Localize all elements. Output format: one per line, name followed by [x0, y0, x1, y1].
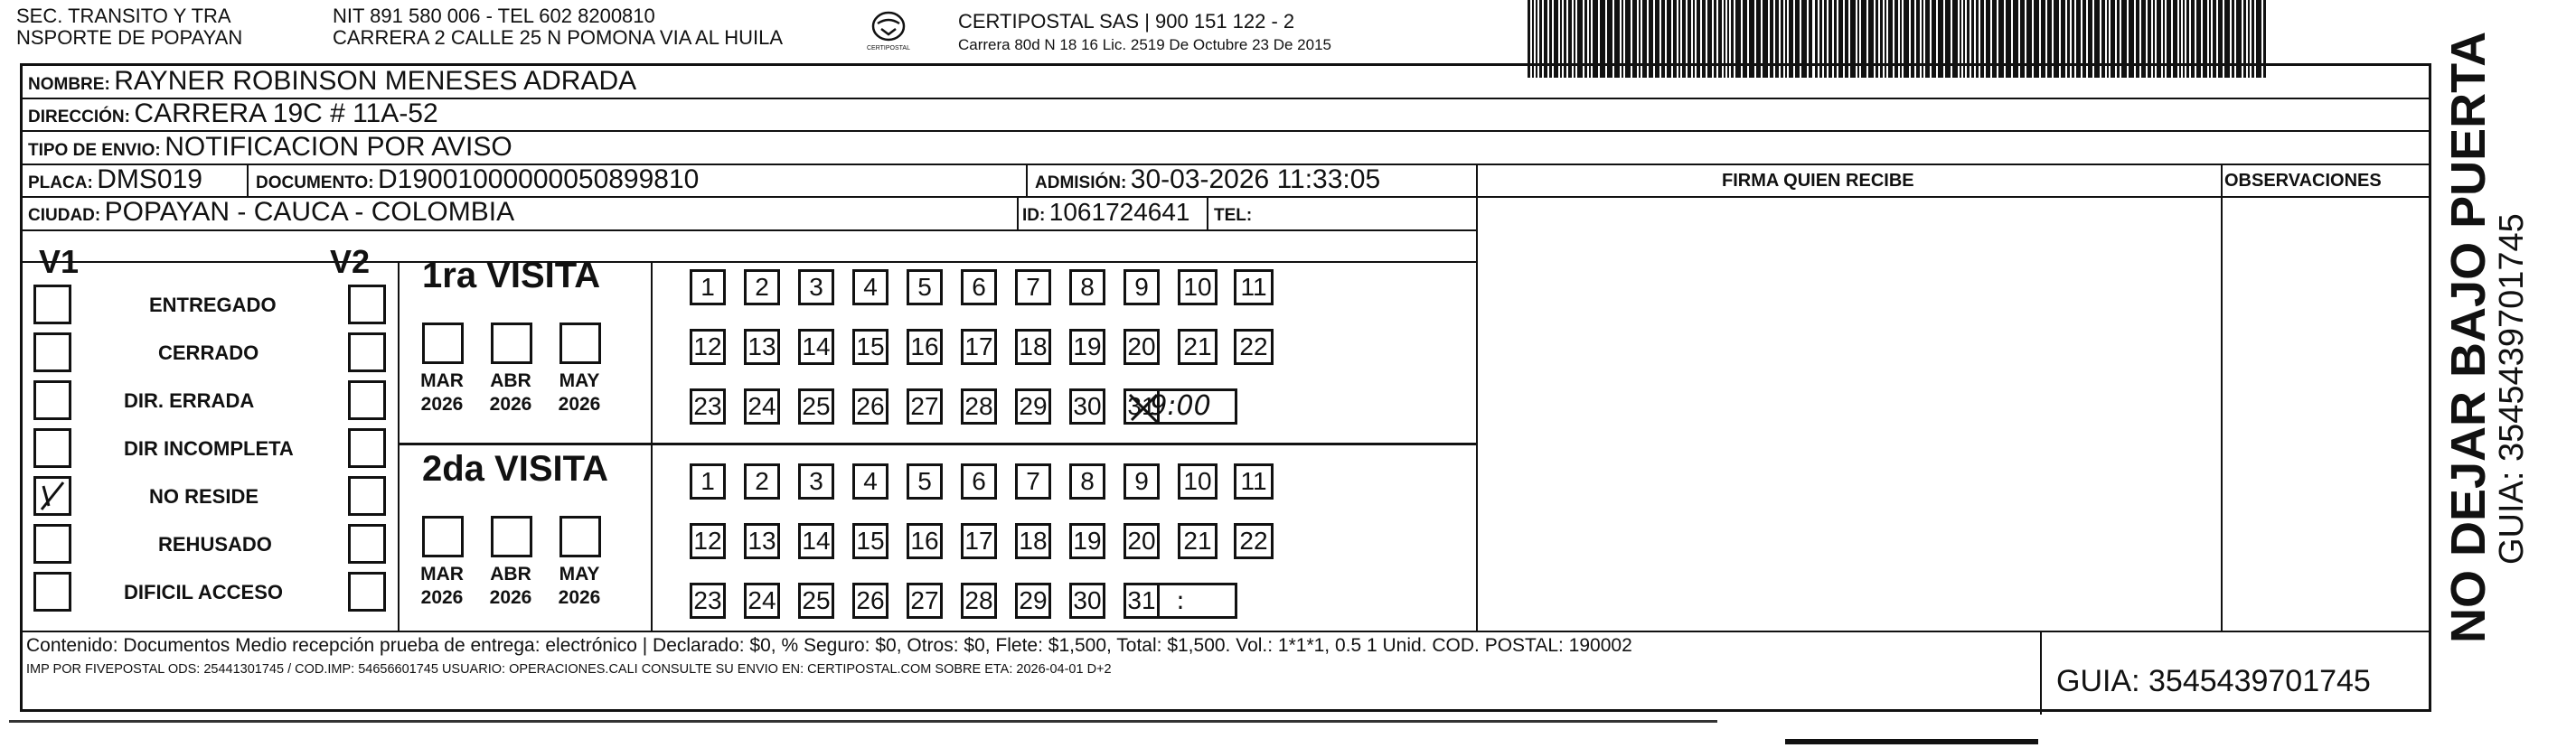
v1-checkbox-entregado[interactable]	[33, 285, 71, 324]
year-label: 2026	[489, 587, 532, 608]
day-box-1[interactable]: 1	[690, 269, 726, 305]
day-box-22[interactable]: 22	[1234, 329, 1274, 365]
day-box-20[interactable]: 20	[1123, 523, 1160, 559]
sender-nit: NIT 891 580 006 - TEL 602 8200810	[333, 5, 655, 27]
day-box-6[interactable]: 6	[961, 463, 997, 500]
month-label: MAR	[420, 370, 464, 391]
condition-label: NO RESIDE	[149, 485, 259, 508]
sender-name-line1: SEC. TRANSITO Y TRA	[16, 5, 231, 27]
day-box-4[interactable]: 4	[852, 269, 888, 305]
id-label: ID:	[1022, 206, 1046, 225]
admision-value: 30-03-2026 11:33:05	[1130, 164, 1381, 194]
time-box[interactable]: 9:00	[1123, 388, 1237, 425]
day-box-13[interactable]: 13	[744, 523, 780, 559]
day-box-16[interactable]: 16	[907, 523, 943, 559]
certipostal-logo	[866, 9, 911, 52]
condition-label: ENTREGADO	[149, 294, 277, 316]
v1-checkbox-no-reside[interactable]	[33, 476, 71, 516]
day-box-3[interactable]: 3	[798, 269, 834, 305]
year-label: 2026	[558, 394, 601, 415]
day-box-17[interactable]: 17	[961, 329, 997, 365]
recipient-name-row	[28, 66, 636, 101]
visit1-title: 1ra VISITA	[422, 256, 601, 295]
day-box-8[interactable]: 8	[1069, 463, 1105, 500]
admision-cell	[1035, 164, 1380, 200]
day-box-27[interactable]: 27	[907, 388, 943, 425]
tel-label: TEL:	[1214, 206, 1253, 225]
day-box-26[interactable]: 26	[852, 583, 888, 619]
day-box-24[interactable]: 24	[744, 583, 780, 619]
recipient-name: RAYNER ROBINSON MENESES ADRADA	[114, 66, 637, 96]
day-box-10[interactable]: 10	[1178, 463, 1217, 500]
month-checkbox[interactable]	[491, 323, 532, 364]
id-value: 1061724641	[1048, 198, 1190, 226]
day-box-7[interactable]: 7	[1015, 269, 1051, 305]
day-box-11[interactable]: 11	[1234, 269, 1274, 305]
recipient-address: CARRERA 19C # 11A-52	[134, 98, 438, 128]
day-box-28[interactable]: 28	[961, 583, 997, 619]
day-box-29[interactable]: 29	[1015, 388, 1051, 425]
month-label: MAY	[559, 370, 600, 391]
day-box-21[interactable]: 21	[1178, 329, 1217, 365]
year-label: 2026	[420, 587, 464, 608]
month-checkbox[interactable]	[559, 323, 601, 364]
day-box-6[interactable]: 6	[961, 269, 997, 305]
day-box-30[interactable]: 30	[1069, 388, 1105, 425]
no-dejar-bajo-puerta: NO DEJAR BAJO PUERTA	[2441, 31, 2496, 643]
ciudad-value: POPAYAN - CAUCA - COLOMBIA	[104, 197, 515, 227]
side-guia: GUIA: 3545439701745	[2493, 213, 2531, 565]
month-checkbox[interactable]	[559, 516, 601, 557]
year-label: 2026	[420, 394, 464, 415]
placa-value: DMS019	[97, 164, 202, 194]
day-box-12[interactable]: 12	[690, 523, 726, 559]
nombre-label: NOMBRE:	[28, 75, 110, 94]
recipient-address-row	[28, 98, 438, 134]
shipment-type-row	[28, 132, 512, 167]
placa-label: PLACA:	[28, 173, 93, 192]
month-label: MAY	[559, 564, 600, 584]
day-box-7[interactable]: 7	[1015, 463, 1051, 500]
day-box-12[interactable]: 12	[690, 329, 726, 365]
logo-text: CERTIPOSTAL	[867, 45, 910, 51]
v1-checkbox-dir-incompleta[interactable]	[33, 428, 71, 468]
day-box-15[interactable]: 15	[852, 329, 888, 365]
bottom-rule	[9, 720, 1717, 723]
v1-checkbox-cerrado[interactable]	[33, 332, 71, 372]
day-box-18[interactable]: 18	[1015, 523, 1051, 559]
courier-address: Carrera 80d N 18 16 Lic. 2519 De Octubre 23 De 2015	[958, 36, 1331, 53]
day-box-14[interactable]: 14	[798, 329, 834, 365]
day-box-28[interactable]: 28	[961, 388, 997, 425]
day-box-29[interactable]: 29	[1015, 583, 1051, 619]
shipment-type: NOTIFICACION POR AVISO	[165, 132, 512, 162]
day-box-11[interactable]: 11	[1234, 463, 1274, 500]
month-checkbox[interactable]	[491, 516, 532, 557]
courier-name: CERTIPOSTAL SAS | 900 151 122 - 2	[958, 10, 1295, 33]
time-box[interactable]: :	[1123, 583, 1237, 619]
v2-checkbox-dificil-acceso[interactable]	[348, 572, 386, 612]
admision-label: ADMISIÓN:	[1035, 173, 1127, 192]
condition-label: CERRADO	[158, 341, 259, 364]
day-box-14[interactable]: 14	[798, 523, 834, 559]
day-box-25[interactable]: 25	[798, 583, 834, 619]
day-box-25[interactable]: 25	[798, 388, 834, 425]
v2-checkbox-dir-incompleta[interactable]	[348, 428, 386, 468]
month-label: ABR	[490, 370, 531, 391]
ciudad-cell	[28, 197, 514, 232]
day-box-31[interactable]: 31	[1123, 583, 1160, 619]
day-box-5[interactable]: 5	[907, 463, 943, 500]
day-box-26[interactable]: 26	[852, 388, 888, 425]
v2-label: V2	[330, 243, 371, 280]
month-label: ABR	[490, 564, 531, 584]
day-box-15[interactable]: 15	[852, 523, 888, 559]
direccion-label: DIRECCIÓN:	[28, 108, 130, 126]
day-box-31[interactable]: 31	[1123, 388, 1160, 425]
v1-checkbox-rehusado[interactable]	[33, 524, 71, 564]
month-checkbox[interactable]	[422, 323, 464, 364]
imp-text: IMP POR FIVEPOSTAL ODS: 25441301745 / COD.IMP: 54656601745 USUARIO: OPERACIONES.CALI CONSULTE SU ENVIO EN: CERTIPOSTAL.COM SOBRE ETA: 2026-04-01 D+2	[26, 662, 1112, 677]
ciudad-label: CIUDAD:	[28, 206, 101, 225]
shipping-form	[20, 63, 2431, 712]
day-box-21[interactable]: 21	[1178, 523, 1217, 559]
year-label: 2026	[558, 587, 601, 608]
day-box-23[interactable]: 23	[690, 583, 726, 619]
day-box-24[interactable]: 24	[744, 388, 780, 425]
day-box-8[interactable]: 8	[1069, 269, 1105, 305]
day-box-5[interactable]: 5	[907, 269, 943, 305]
documento-label: DOCUMENTO:	[256, 173, 374, 192]
placa-cell	[28, 164, 202, 200]
v2-checkbox-entregado[interactable]	[348, 285, 386, 324]
v2-checkbox-cerrado[interactable]	[348, 332, 386, 372]
condition-label: DIR INCOMPLETA	[124, 437, 294, 460]
guia-footer: GUIA: 3545439701745	[2056, 664, 2371, 698]
day-box-2[interactable]: 2	[744, 269, 780, 305]
day-box-27[interactable]: 27	[907, 583, 943, 619]
day-box-2[interactable]: 2	[744, 463, 780, 500]
documento-value: D19001000000050899810	[378, 164, 700, 194]
day-box-4[interactable]: 4	[852, 463, 888, 500]
tipo-envio-label: TIPO DE ENVIO:	[28, 141, 161, 160]
tel-cell	[1214, 197, 1252, 232]
v2-checkbox-rehusado[interactable]	[348, 524, 386, 564]
day-box-1[interactable]: 1	[690, 463, 726, 500]
v1-checkbox-dificil-acceso[interactable]	[33, 572, 71, 612]
id-cell	[1022, 197, 1190, 232]
day-box-9[interactable]: 9	[1123, 463, 1160, 500]
year-label: 2026	[489, 394, 532, 415]
condition-label: DIFICIL ACCESO	[124, 581, 284, 603]
observaciones-header: OBSERVACIONES	[2224, 171, 2382, 191]
day-box-3[interactable]: 3	[798, 463, 834, 500]
condition-label: REHUSADO	[158, 533, 272, 556]
v2-checkbox-no-reside[interactable]	[348, 476, 386, 516]
firma-header: FIRMA QUIEN RECIBE	[1722, 171, 1914, 191]
day-box-10[interactable]: 10	[1178, 269, 1217, 305]
day-box-13[interactable]: 13	[744, 329, 780, 365]
month-label: MAR	[420, 564, 464, 584]
day-box-17[interactable]: 17	[961, 523, 997, 559]
day-box-18[interactable]: 18	[1015, 329, 1051, 365]
v1-label: V1	[39, 243, 80, 280]
condition-label: DIR. ERRADA	[124, 389, 255, 412]
day-box-23[interactable]: 23	[690, 388, 726, 425]
day-box-22[interactable]: 22	[1234, 523, 1274, 559]
v2-checkbox-dir-errada[interactable]	[348, 380, 386, 420]
bottom-mark	[1785, 739, 2038, 744]
month-checkbox[interactable]	[422, 516, 464, 557]
sender-address: CARRERA 2 CALLE 25 N POMONA VIA AL HUILA	[333, 26, 784, 49]
day-box-20[interactable]: 20	[1123, 329, 1160, 365]
day-box-19[interactable]: 19	[1069, 523, 1105, 559]
day-box-30[interactable]: 30	[1069, 583, 1105, 619]
v1-checkbox-dir-errada[interactable]	[33, 380, 71, 420]
day-box-19[interactable]: 19	[1069, 329, 1105, 365]
documento-cell	[256, 164, 699, 200]
day-box-16[interactable]: 16	[907, 329, 943, 365]
day-box-9[interactable]: 9	[1123, 269, 1160, 305]
sender-name-line2: NSPORTE DE POPAYAN	[16, 26, 243, 49]
contenido-text: Contenido: Documentos Medio recepción prueba de entrega: electrónico | Declarado: $0, % Seguro: $0, Otros: $0, Flete: $1,500, Total: $1,500. Vol.: 1*1*1, 0.5 1 Unid. COD. POSTAL: 190002	[26, 635, 1632, 656]
visit2-title: 2da VISITA	[422, 449, 608, 489]
